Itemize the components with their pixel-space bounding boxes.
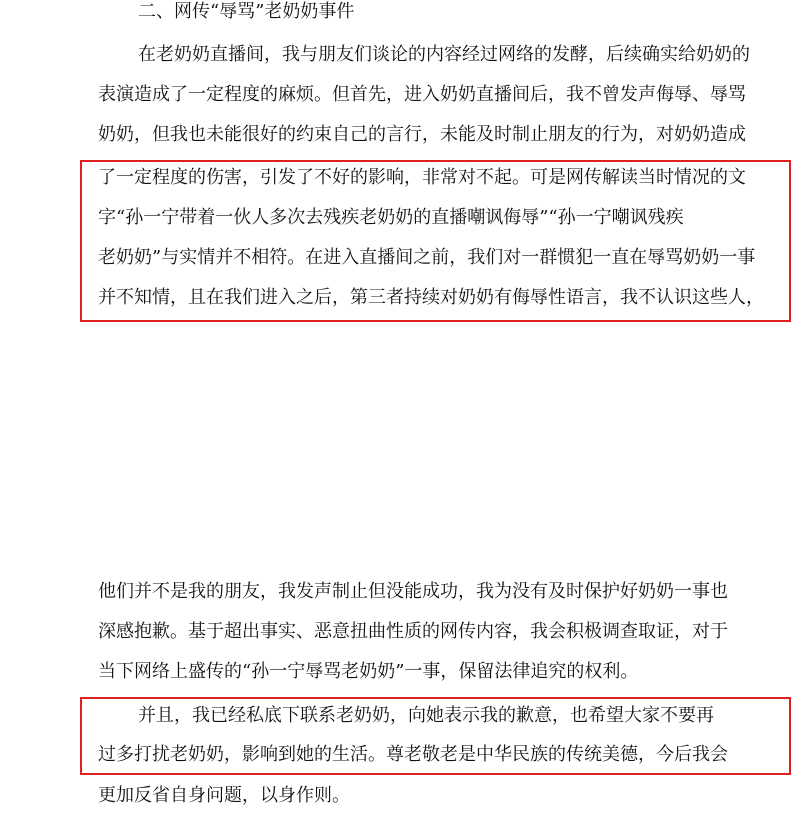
paragraph-line: 当下网络上盛传的“孙一宁辱骂老奶奶”一事，保留法律追究的权利。	[98, 661, 639, 682]
paragraph-line: 并不知情，且在我们进入之后，第三者持续对奶奶有侮辱性语言，我不认识这些人，	[98, 287, 764, 308]
paragraph-line: 他们并不是我的朋友，我发声制止但没能成功，我为没有及时保护好奶奶一事也	[98, 581, 728, 602]
paragraph-line: 深感抱歉。基于超出事实、恶意扭曲性质的网传内容，我会积极调查取证，对于	[98, 621, 728, 642]
paragraph-line: 并且，我已经私底下联系老奶奶，向她表示我的歉意，也希望大家不要再	[138, 705, 714, 726]
paragraph-line: 字“孙一宁带着一伙人多次去残疾老奶奶的直播嘲讽侮辱”“孙一宁嘲讽残疾	[98, 207, 684, 228]
paragraph-line: 更加反省自身问题，以身作则。	[98, 785, 350, 806]
paragraph-line: 老奶奶”与实情并不相符。在进入直播间之前，我们对一群惯犯一直在辱骂奶奶一事	[98, 247, 756, 268]
paragraph-line: 表演造成了一定程度的麻烦。但首先，进入奶奶直播间后，我不曾发声侮辱、辱骂	[98, 84, 746, 105]
paragraph-line: 过多打扰老奶奶，影响到她的生活。尊老敬老是中华民族的传统美德，今后我会	[98, 744, 728, 765]
section-heading: 二、网传“辱骂”老奶奶事件	[138, 1, 355, 22]
paragraph-line: 奶奶，但我也未能很好的约束自己的言行，未能及时制止朋友的行为，对奶奶造成	[98, 124, 746, 145]
paragraph-line: 在老奶奶直播间，我与朋友们谈论的内容经过网络的发酵，后续确实给奶奶的	[138, 44, 750, 65]
paragraph-line: 了一定程度的伤害，引发了不好的影响，非常对不起。可是网传解读当时情况的文	[98, 167, 746, 188]
